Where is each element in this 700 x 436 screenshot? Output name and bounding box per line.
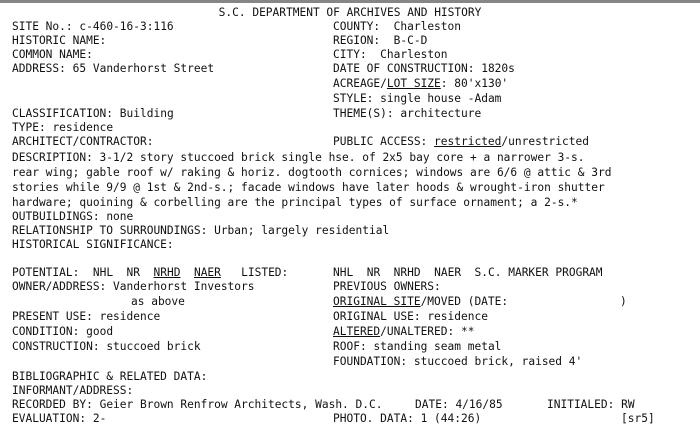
city-value: Charleston <box>380 48 448 61</box>
photo-data-row: PHOTO. DATA: 1 (44:26) <box>333 412 482 425</box>
photo-data-value: 1 (44:26) <box>420 412 482 425</box>
style-row: STYLE: single house -Adam <box>333 92 502 105</box>
construction-date-value: 1820s <box>481 62 515 75</box>
county-value: Charleston <box>393 20 461 33</box>
county-row: COUNTY: Charleston <box>333 20 461 33</box>
lot-size-value: 80'x130' <box>454 77 509 90</box>
present-use-row: PRESENT USE: residence <box>12 310 161 323</box>
theme-row: THEME(S): architecture <box>333 107 482 120</box>
original-site-row: ORIGINAL SITE/MOVED (DATE: <box>333 295 509 308</box>
public-access-selected: restricted <box>434 135 502 148</box>
original-site-close: ) <box>620 295 627 308</box>
public-access-row: PUBLIC ACCESS: restricted/unrestricted <box>333 135 589 148</box>
description-line-2: rear wing; gable roof w/ raking & horiz. dogtooth cornices; windows are 6/6 @ attic & 3rd <box>12 166 612 179</box>
altered-row: ALTERED/UNALTERED: ** <box>333 325 475 338</box>
address-value: 65 Vanderhorst Street <box>72 62 215 75</box>
listed-nhl: NHL <box>333 266 354 279</box>
reference-code: [sr5] <box>621 412 655 425</box>
altered-label: ALTERED <box>333 325 381 338</box>
condition-value: good <box>86 325 114 338</box>
outbuildings-value: none <box>106 210 134 223</box>
date-row: DATE: 4/16/85 <box>415 398 503 411</box>
listed-nr: NR <box>366 266 381 279</box>
present-use-value: residence <box>99 310 161 323</box>
evaluation-row: EVALUATION: 2- <box>12 412 107 425</box>
listed-nrhd: NRHD <box>393 266 421 279</box>
city-row: CITY: Charleston <box>333 48 448 61</box>
date-value: 4/16/85 <box>455 398 503 411</box>
listed-label: LISTED: <box>241 266 289 279</box>
original-use-value: residence <box>427 310 488 323</box>
type-value: residence <box>52 121 114 134</box>
style-value: single house -Adam <box>380 92 502 105</box>
outbuildings-row: OUTBUILDINGS: none <box>12 210 134 223</box>
site-number-row: SITE No.: c-460-16-3:116 <box>12 20 174 33</box>
potential-nr: NR <box>126 266 141 279</box>
acreage-row: ACREAGE/LOT SIZE: 80'x130' <box>333 77 509 90</box>
site-number-value: c-460-16-3:116 <box>79 20 174 33</box>
informant-label: INFORMANT/ADDRESS: <box>12 384 134 397</box>
foundation-row: FOUNDATION: stuccoed brick, raised 4' <box>333 355 583 368</box>
bibliographic-label: BIBLIOGRAPHIC & RELATED DATA: <box>12 370 208 383</box>
description-line-3: stories while 9/9 @ 1st & 2nd-s.; facade windows have later hoods & wrought-iron shutter <box>12 181 605 194</box>
region-row: REGION: B-C-D <box>333 34 428 47</box>
scan-top-edge <box>0 0 700 3</box>
construction-value: stuccoed brick <box>106 340 201 353</box>
card-title: S.C. DEPARTMENT OF ARCHIVES AND HISTORY <box>218 6 482 19</box>
altered-value: ** <box>461 325 475 338</box>
historical-significance-label: HISTORICAL SIGNIFICANCE: <box>12 238 174 251</box>
description-line-1: DESCRIPTION: 3-1/2 story stuccoed brick single hse. of 2x5 bay core + a narrower 3-s. <box>12 151 585 164</box>
initialed-row: INITIALED: RW <box>547 398 635 411</box>
foundation-value: stuccoed brick, raised 4' <box>413 355 583 368</box>
potential-nhl: NHL <box>92 266 114 279</box>
theme-value: architecture <box>400 107 482 120</box>
type-row: TYPE: residence <box>12 121 114 134</box>
recorded-by-row: RECORDED BY: Geier Brown Renfrow Architects, Wash. D.C. <box>12 398 383 411</box>
potential-row: POTENTIAL: NHL NR NRHD NAER LISTED: <box>12 266 289 279</box>
owner-address-value: as above <box>131 295 185 308</box>
relationship-value: Urban; largely residential <box>214 224 390 237</box>
listed-naer: NAER <box>434 266 462 279</box>
previous-owners-label: PREVIOUS OWNERS: <box>333 280 441 293</box>
potential-naer: NAER <box>193 266 221 279</box>
marker-program: S.C. MARKER PROGRAM <box>474 266 603 279</box>
initialed-value: RW <box>621 398 635 411</box>
relationship-row: RELATIONSHIP TO SURROUNDINGS: Urban; largely residential <box>12 224 390 237</box>
evaluation-value: 2- <box>92 412 107 425</box>
original-use-row: ORIGINAL USE: residence <box>333 310 488 323</box>
description-line-4: hardware; quoining & corbelling are the principal types of surface ornament; a 2-s.* <box>12 196 578 209</box>
original-site-label: ORIGINAL SITE <box>333 295 421 308</box>
recorded-by-value: Geier Brown Renfrow Architects, Wash. D.C. <box>99 398 383 411</box>
address-row: ADDRESS: 65 Vanderhorst Street <box>12 62 215 75</box>
classification-row: CLASSIFICATION: Building <box>12 107 174 120</box>
historic-name-label: HISTORIC NAME: <box>12 34 107 47</box>
common-name-label: COMMON NAME: <box>12 48 93 61</box>
roof-value: standing seam metal <box>373 340 502 353</box>
owner-value: Vanderhorst Investors <box>113 280 255 293</box>
roof-row: ROOF: standing seam metal <box>333 340 502 353</box>
architect-label: ARCHITECT/CONTRACTOR: <box>12 135 154 148</box>
lot-size-label: LOT SIZE <box>386 77 441 90</box>
owner-row: OWNER/ADDRESS: Vanderhorst Investors <box>12 280 255 293</box>
classification-value: Building <box>119 107 174 120</box>
construction-date-row: DATE OF CONSTRUCTION: 1820s <box>333 62 515 75</box>
construction-row: CONSTRUCTION: stuccoed brick <box>12 340 201 353</box>
potential-nrhd: NRHD <box>153 266 181 279</box>
region-value: B-C-D <box>393 34 428 47</box>
condition-row: CONDITION: good <box>12 325 114 338</box>
listed-row <box>333 266 603 280</box>
